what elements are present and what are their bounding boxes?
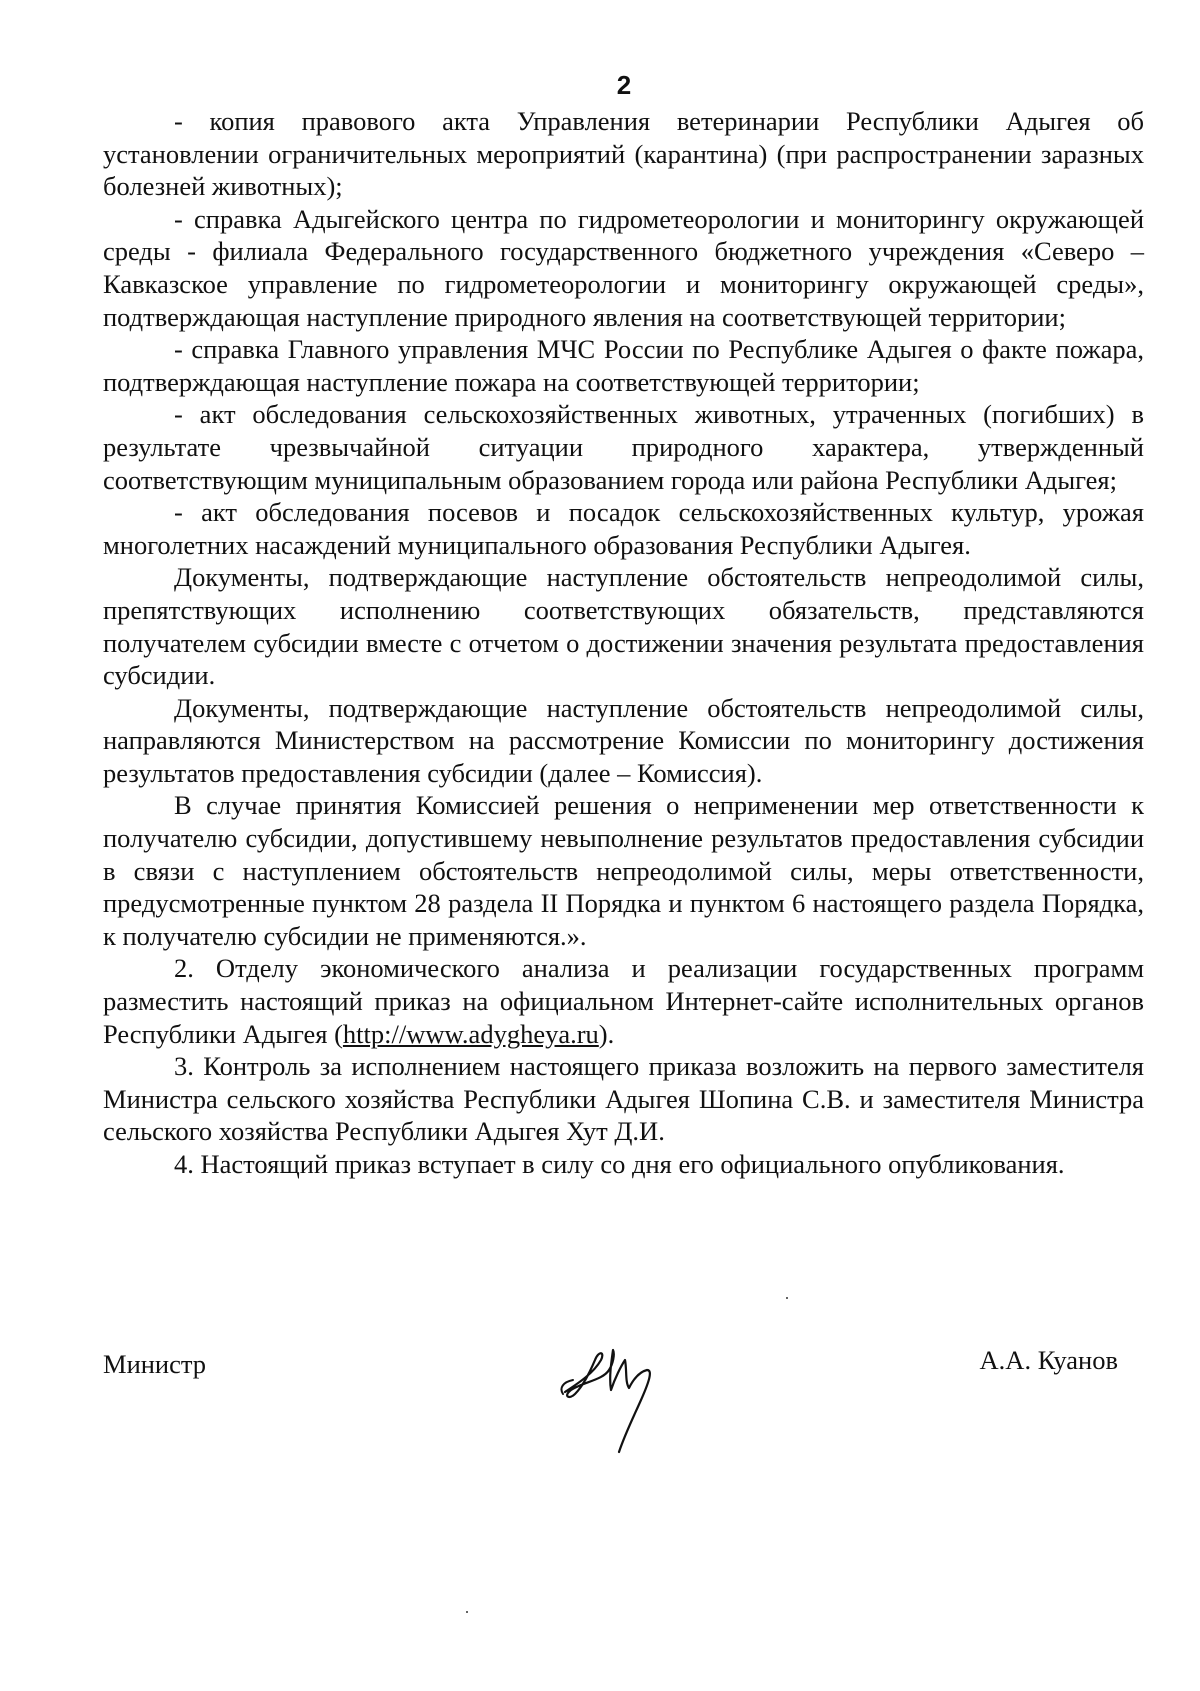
item-2-text: 2. Отделу экономического анализа и реализации государственных программ разместить настоящий приказ на официальном Интернет-сайте исполнительных органов Республики Адыгея (	[103, 953, 1144, 1049]
paragraph-animal-survey-act: - акт обследования сельскохозяйственных животных, утраченных (погибших) в результате чрезвычайной ситуации природного характера, утвержденный соответствующим муниципальным образованием города или района Республики Адыгея;	[103, 399, 1144, 495]
item-3-text: Контроль за исполнением настоящего приказа возложить на первого заместителя Министра сельского хозяйства Республики Адыгея Шопина С.В. и заместителя Министра сельского хозяйства Республики Адыгея Хут Д.И.	[103, 1051, 1145, 1147]
paragraph-commission-decision: В случае принятия Комиссией решения о неприменении мер ответственности к получателю субсидии, допустившему невыполнение результатов предоставления субсидии в связи с наступлением обстоятельств непреодолимой силы, меры ответственности, предусмотренные пунктом 28 раздела II Порядка и пунктом 6 настоящего раздела Порядка, к получателю субсидии не применяются.».	[103, 790, 1144, 951]
paragraph-commission-review: Документы, подтверждающие наступление обстоятельств непреодолимой силы, направляются Министерством на рассмотрение Комиссии по мониторингу достижения результатов предоставления субсидии (далее – Комиссия).	[103, 692, 1144, 788]
scan-speck	[786, 1297, 788, 1299]
paragraph-emergency-certificate: - справка Главного управления МЧС России по Республике Адыгея о факте пожара, подтверждающая наступление пожара на соответствующей территории;	[103, 334, 1144, 397]
page-number: 2	[616, 70, 632, 100]
scan-speck	[466, 1611, 468, 1613]
paragraph-item-3	[103, 1050, 1144, 1148]
signatory-name: А.А. Куанов	[979, 1345, 1118, 1375]
signature-block	[103, 1330, 1144, 1470]
paragraph-crop-survey-act: - акт обследования посевов и посадок сельскохозяйственных культур, урожая многолетних насаждений муниципального образования Республики Адыгея.	[103, 497, 1144, 560]
paragraph-veterinary-act: - копия правового акта Управления ветеринарии Республики Адыгея об установлении ограничительных мероприятий (карантина) (при распространении заразных болезней животных);	[103, 106, 1144, 202]
paragraph-hydromet-certificate: - справка Адыгейского центра по гидрометеорологии и мониторингу окружающей среды - филиала Федерального государственного бюджетного учреждения «Северо – Кавказское управление по гидрометеорологии и мониторингу окружающей среды», подтверждающая наступление природного явления на соответствующей территории;	[103, 203, 1144, 332]
signatory-role: Министр	[103, 1349, 207, 1379]
document-body	[103, 105, 1144, 1181]
item-2-closing: ).	[598, 1018, 615, 1049]
paragraph-item-4: 4. Настоящий приказ вступает в силу со дня его официального опубликования.	[174, 1149, 1065, 1179]
handwritten-signature	[543, 1330, 673, 1460]
item-3-number: 3.	[174, 1051, 204, 1082]
paragraph-force-majeure-documents: Документы, подтверждающие наступление обстоятельств непреодолимой силы, препятствующих исполнению соответствующих обязательств, представляются получателем субсидии вместе с отчетом о достижении значения результата предоставления субсидии.	[103, 562, 1144, 691]
paragraph-item-2	[103, 952, 1144, 1050]
website-link[interactable]: http://www.adygheya.ru	[342, 1018, 599, 1049]
